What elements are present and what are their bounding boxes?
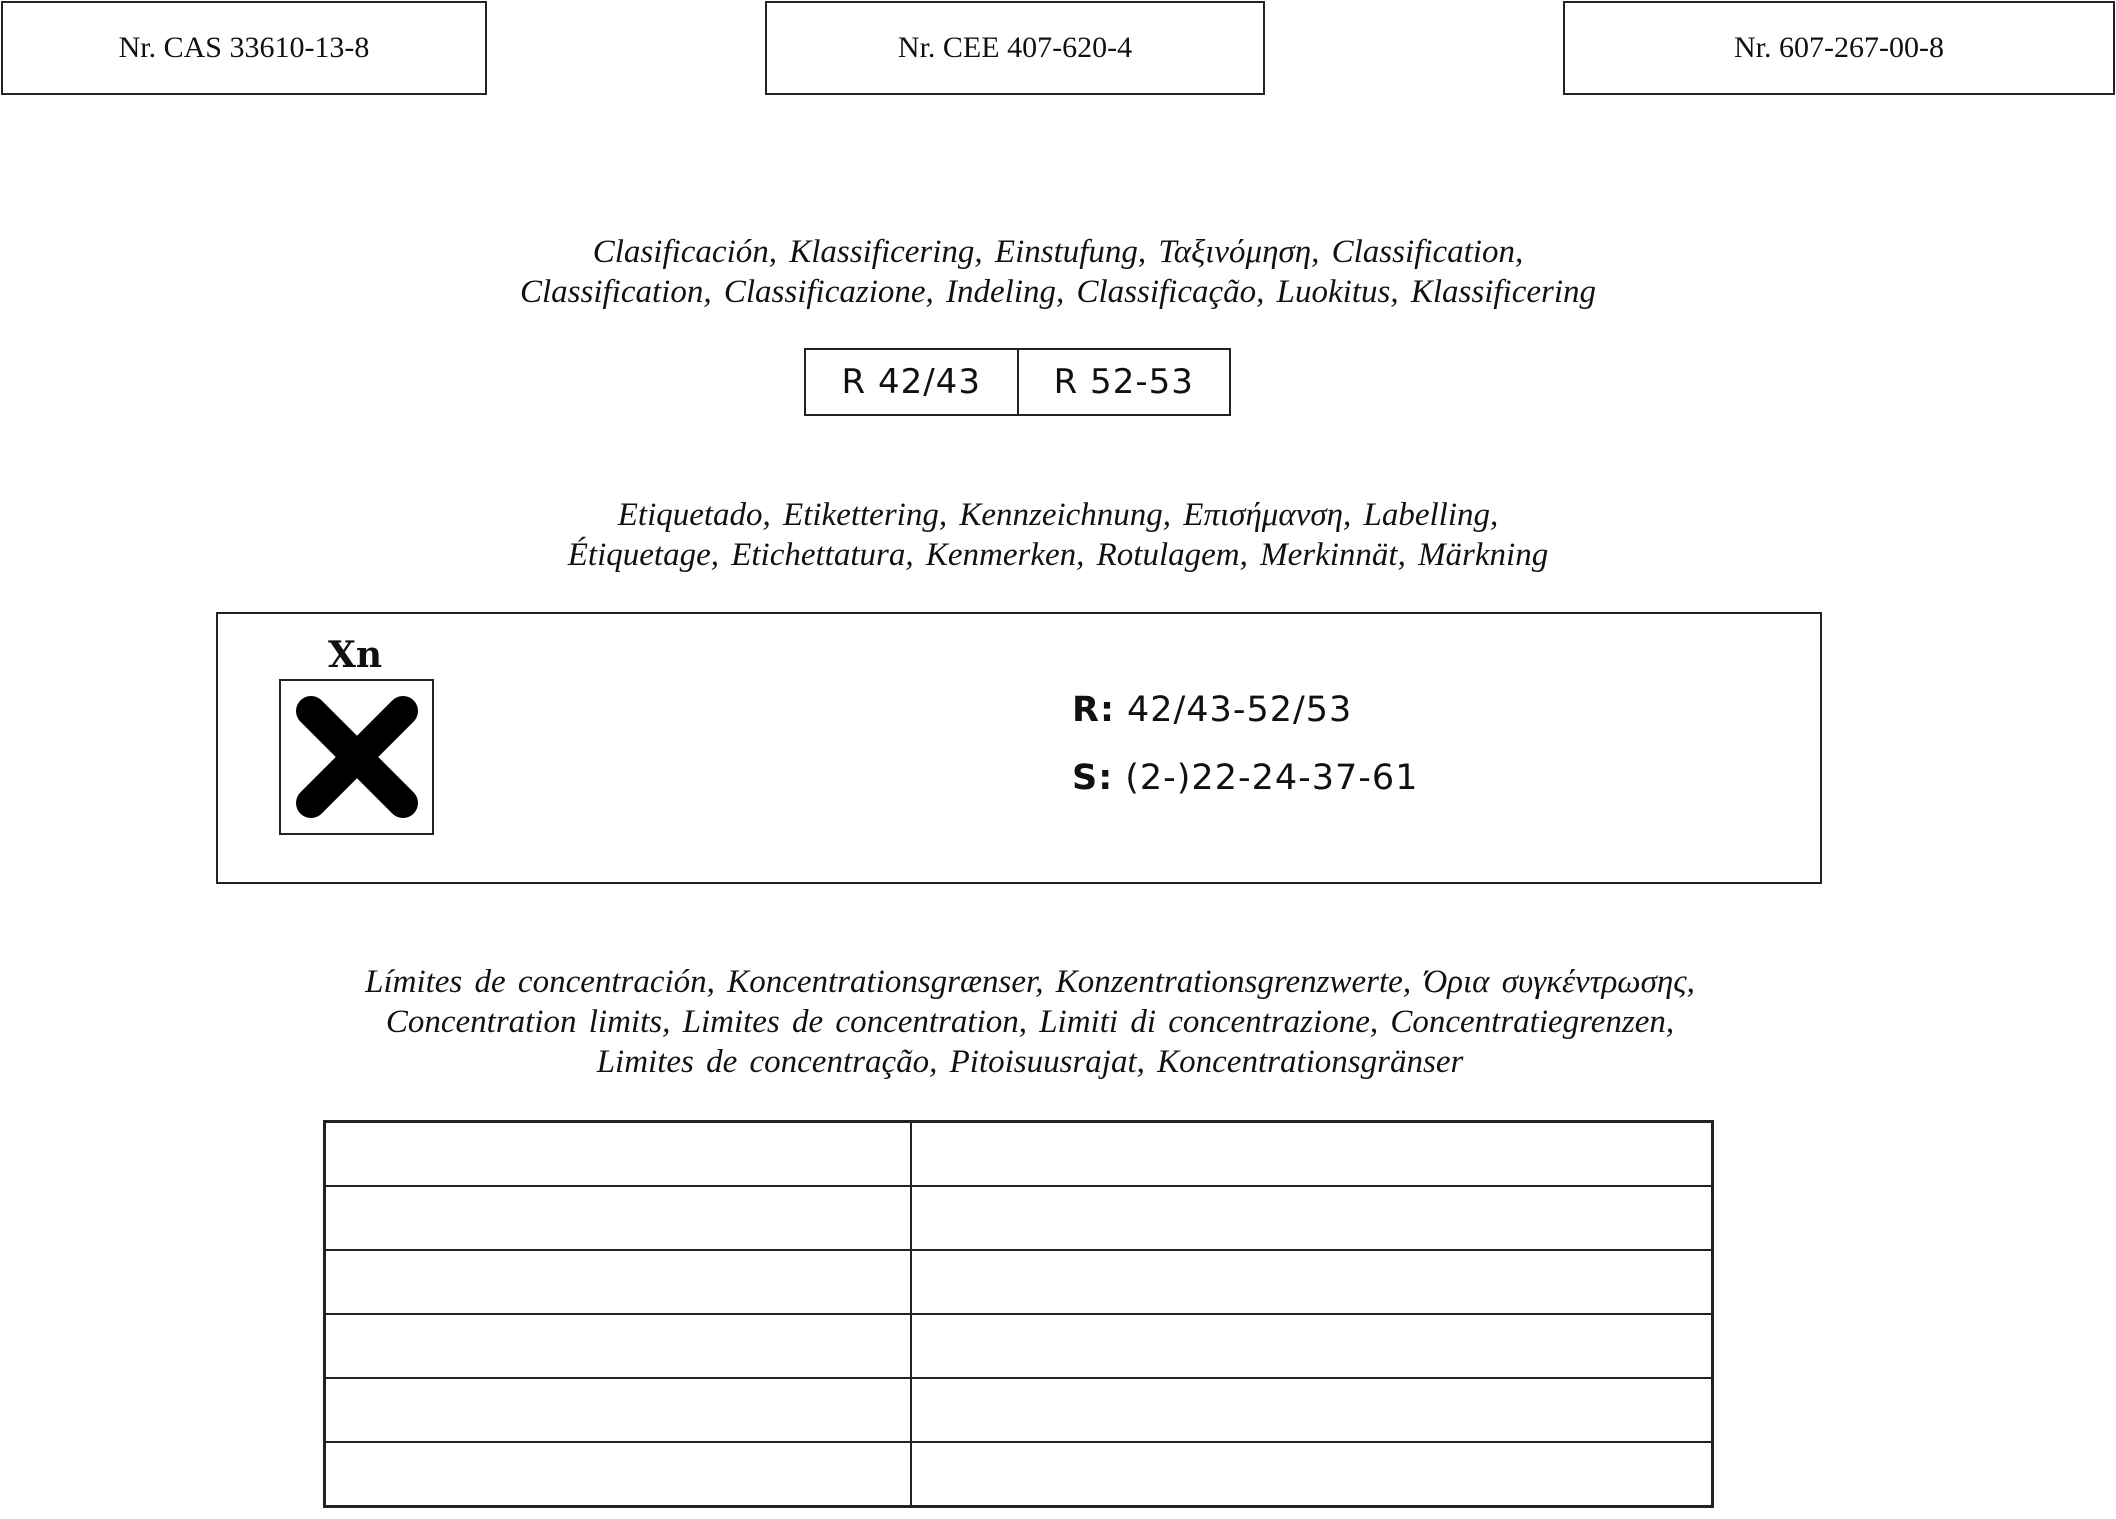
labelling-heading-line-1: Etiquetado, Etikettering, Kennzeichnung, Επισήμανση, Labelling, <box>617 497 1499 533</box>
table-cell <box>911 1186 1713 1250</box>
table-cell <box>325 1378 912 1442</box>
cas-number: Nr. CAS 33610-13-8 <box>118 31 370 64</box>
classification-heading <box>0 232 2116 312</box>
risk-phrases-key: R: <box>1072 690 1115 730</box>
table-cell <box>911 1314 1713 1378</box>
table-row <box>325 1186 1713 1250</box>
table-row <box>325 1442 1713 1507</box>
table-cell <box>911 1442 1713 1507</box>
table-row <box>325 1378 1713 1442</box>
safety-phrases <box>1072 758 1418 798</box>
risk-phrases-value: 42/43-52/53 <box>1126 690 1353 730</box>
labelling-heading-line-2: Étiquetage, Etichettatura, Kenmerken, Rotulagem, Merkinnät, Märkning <box>567 537 1549 573</box>
table-cell <box>911 1250 1713 1314</box>
concentration-heading-line-3: Limites de concentração, Pitoisuusrajat, Koncentrationsgränser <box>596 1044 1464 1080</box>
hazard-symbol-label: Xn <box>328 634 383 676</box>
table-cell <box>325 1122 912 1187</box>
table-cell <box>325 1186 912 1250</box>
concentration-heading-line-2: Concentration limits, Limites de concentration, Limiti di concentrazione, Concentratiegrenzen, <box>385 1004 1675 1040</box>
r-phrase-cell: R 52-53 <box>1017 350 1230 414</box>
risk-phrases <box>1072 690 1352 730</box>
concentration-limits-table <box>323 1120 1714 1508</box>
cas-number-box <box>1 1 487 95</box>
harmful-x-cross-icon-graphic <box>291 691 423 823</box>
table-cell <box>325 1442 912 1507</box>
cee-number: Nr. CEE 407-620-4 <box>897 31 1133 64</box>
safety-phrases-key: S: <box>1072 758 1114 798</box>
index-number: Nr. 607-267-00-8 <box>1734 31 1944 64</box>
table-cell <box>325 1250 912 1314</box>
table-row <box>325 1122 1713 1187</box>
table-row <box>325 1314 1713 1378</box>
classification-heading-line-2: Classification, Classificazione, Indeling, Classificação, Luokitus, Klassificering <box>519 274 1597 310</box>
classification-heading-line-1: Clasificación, Klassificering, Einstufung, Ταξινόμηση, Classification, <box>592 234 1524 270</box>
index-number-box <box>1563 1 2115 95</box>
table-row <box>325 1250 1713 1314</box>
concentration-limits-heading <box>300 962 1760 1082</box>
concentration-heading-line-1: Límites de concentración, Koncentrationsgrænser, Konzentrationsgrenzwerte, Όρια συγκέντρωσης, <box>365 964 1695 1000</box>
harmful-x-cross-icon <box>279 679 434 835</box>
table-cell <box>325 1314 912 1378</box>
table-cell <box>911 1122 1713 1187</box>
labelling-box <box>216 612 1822 884</box>
cee-number-box <box>765 1 1265 95</box>
labelling-heading <box>0 495 2116 575</box>
classification-r-phrases <box>804 348 1231 416</box>
table-cell <box>911 1378 1713 1442</box>
r-phrase-cell: R 42/43 <box>841 362 981 402</box>
safety-phrases-value: (2-)22-24-37-61 <box>1125 758 1419 798</box>
